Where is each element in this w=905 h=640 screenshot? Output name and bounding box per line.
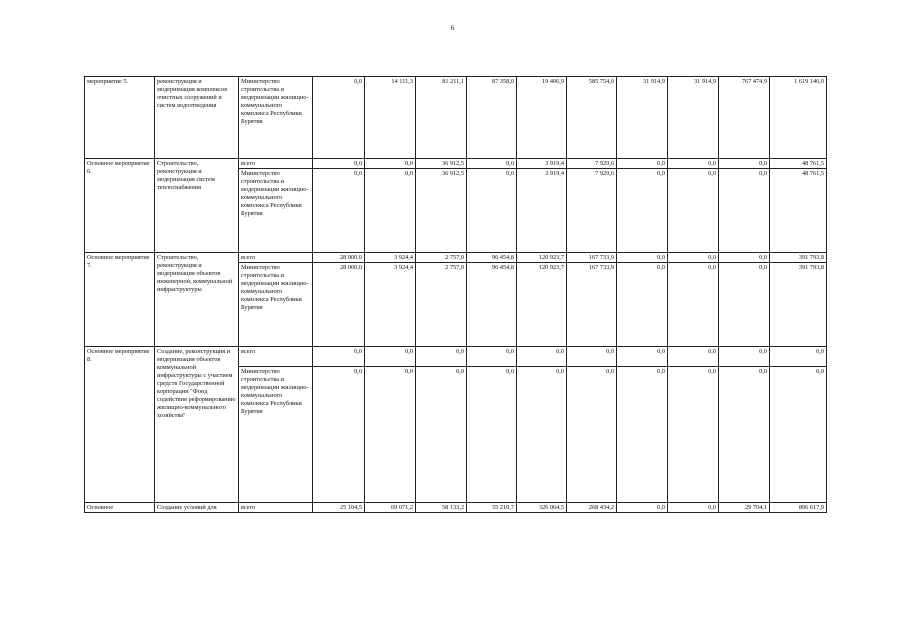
value-cell: 3 924,4 — [365, 253, 416, 263]
value-cell: 31 914,9 — [617, 77, 668, 159]
value-cell: 36 912,5 — [416, 169, 467, 253]
value-cell: 0,0 — [719, 159, 770, 169]
value-cell: 81 211,1 — [416, 77, 467, 159]
value-cell: 0,0 — [313, 347, 365, 367]
activity-name-cell: мероприятие 5. — [85, 77, 155, 159]
value-cell: 58 133,2 — [416, 503, 467, 513]
value-cell: 391 793,8 — [770, 263, 827, 347]
budget-table — [84, 76, 827, 513]
value-cell: 0,0 — [668, 367, 719, 503]
table-row — [85, 77, 827, 159]
value-cell: 87 358,0 — [467, 77, 517, 159]
value-cell: 0,0 — [617, 253, 668, 263]
value-cell: 120 923,7 — [517, 253, 567, 263]
funding-source-cell: Министерство строительства и модернизации жилищно-коммунального комплекса Республики Бурятия — [239, 367, 313, 503]
value-cell: 0,0 — [313, 367, 365, 503]
value-cell: 0,0 — [567, 367, 617, 503]
value-cell: 0,0 — [567, 347, 617, 367]
activity-name-cell: Основное мероприятие 7. — [85, 253, 155, 347]
activity-name-cell: Основное — [85, 503, 155, 513]
value-cell: 0,0 — [719, 169, 770, 253]
table-row — [85, 503, 827, 513]
value-cell: 69 071,2 — [365, 503, 416, 513]
value-cell: 96 454,8 — [467, 263, 517, 347]
value-cell: 2 757,0 — [416, 263, 467, 347]
value-cell: 585 754,0 — [567, 77, 617, 159]
value-cell: 0,0 — [770, 347, 827, 367]
value-cell: 0,0 — [313, 169, 365, 253]
funding-source-cell: Министерство строительства и модернизации жилищно-коммунального комплекса Республики Бурятия — [239, 169, 313, 253]
value-cell: 1 619 146,0 — [770, 77, 827, 159]
value-cell: 14 111,3 — [365, 77, 416, 159]
value-cell: 0,0 — [770, 367, 827, 503]
activity-description-cell: Создание условий для — [155, 503, 239, 513]
value-cell: 25 104,5 — [313, 503, 365, 513]
value-cell: 28 000,0 — [313, 253, 365, 263]
activity-name-cell: Основное мероприятие 6. — [85, 159, 155, 253]
value-cell: 167 733,9 — [567, 253, 617, 263]
value-cell: 767 474,9 — [719, 77, 770, 159]
value-cell: 36 912,5 — [416, 159, 467, 169]
value-cell: 326 064,5 — [517, 503, 567, 513]
value-cell: 0,0 — [365, 367, 416, 503]
value-cell: 0,0 — [617, 169, 668, 253]
value-cell: 0,0 — [365, 347, 416, 367]
value-cell: 0,0 — [617, 347, 668, 367]
value-cell: 0,0 — [668, 253, 719, 263]
value-cell: 268 434,2 — [567, 503, 617, 513]
funding-source-cell: всего — [239, 347, 313, 367]
value-cell: 0,0 — [668, 347, 719, 367]
funding-source-cell: всего — [239, 253, 313, 263]
value-cell: 391 793,8 — [770, 253, 827, 263]
value-cell: 0,0 — [313, 77, 365, 159]
value-cell: 29 704,1 — [719, 503, 770, 513]
value-cell: 0,0 — [617, 367, 668, 503]
funding-source-cell: Министерство строительства и модернизации жилищно-коммунального комплекса Республики Бурятия — [239, 263, 313, 347]
page-number: 6 — [450, 24, 455, 32]
value-cell: 0,0 — [467, 367, 517, 503]
funding-source-cell: Министерство строительства и модернизации жилищно-коммунального комплекса Республики Бурятия — [239, 77, 313, 159]
value-cell: 0,0 — [313, 159, 365, 169]
value-cell: 3 919,4 — [517, 169, 567, 253]
funding-source-cell: всего — [239, 503, 313, 513]
activity-description-cell: реконструкция и модернизация комплексов очистных сооружений и систем водоотведения — [155, 77, 239, 159]
value-cell: 48 761,5 — [770, 169, 827, 253]
value-cell: 0,0 — [668, 503, 719, 513]
value-cell: 0,0 — [719, 253, 770, 263]
table-row — [85, 347, 827, 367]
activity-description-cell: Создание, реконструкция и модернизация объектов коммунальной инфраструктуры с участием средств Государственной корпорации "Фонд содействия реформированию жилищно-коммунального хозяйства" — [155, 347, 239, 503]
value-cell: 0,0 — [719, 367, 770, 503]
value-cell: 0,0 — [517, 347, 567, 367]
value-cell: 0,0 — [668, 159, 719, 169]
activity-description-cell: Строительство, реконструкция и модернизация систем теплоснабжения — [155, 159, 239, 253]
value-cell: 0,0 — [467, 347, 517, 367]
value-cell: 3 919,4 — [517, 159, 567, 169]
value-cell: 2 757,0 — [416, 253, 467, 263]
value-cell: 0,0 — [719, 263, 770, 347]
value-cell: 806 617,9 — [770, 503, 827, 513]
table-row — [85, 253, 827, 263]
value-cell: 31 914,9 — [668, 77, 719, 159]
value-cell: 7 929,6 — [567, 159, 617, 169]
value-cell: 0,0 — [617, 503, 668, 513]
activity-name-cell: Основное мероприятие 8. — [85, 347, 155, 503]
value-cell: 0,0 — [416, 347, 467, 367]
value-cell: 0,0 — [416, 367, 467, 503]
value-cell: 120 923,7 — [517, 263, 567, 347]
value-cell: 0,0 — [517, 367, 567, 503]
value-cell: 48 761,5 — [770, 159, 827, 169]
value-cell: 167 733,9 — [567, 263, 617, 347]
activity-description-cell: Строительство, реконструкция и модернизация объектов инженерной, коммунальной инфраструктуры — [155, 253, 239, 347]
value-cell: 0,0 — [467, 159, 517, 169]
value-cell: 96 454,8 — [467, 253, 517, 263]
value-cell: 3 924,4 — [365, 263, 416, 347]
value-cell: 0,0 — [617, 159, 668, 169]
value-cell: 55 210,7 — [467, 503, 517, 513]
value-cell: 0,0 — [365, 169, 416, 253]
value-cell: 0,0 — [467, 169, 517, 253]
value-cell: 0,0 — [668, 263, 719, 347]
value-cell: 0,0 — [719, 347, 770, 367]
value-cell: 7 929,6 — [567, 169, 617, 253]
funding-source-cell: всего — [239, 159, 313, 169]
value-cell: 28 000,0 — [313, 263, 365, 347]
value-cell: 0,0 — [617, 263, 668, 347]
value-cell: 0,0 — [365, 159, 416, 169]
table-row — [85, 159, 827, 169]
value-cell: 0,0 — [668, 169, 719, 253]
value-cell: 19 406,9 — [517, 77, 567, 159]
